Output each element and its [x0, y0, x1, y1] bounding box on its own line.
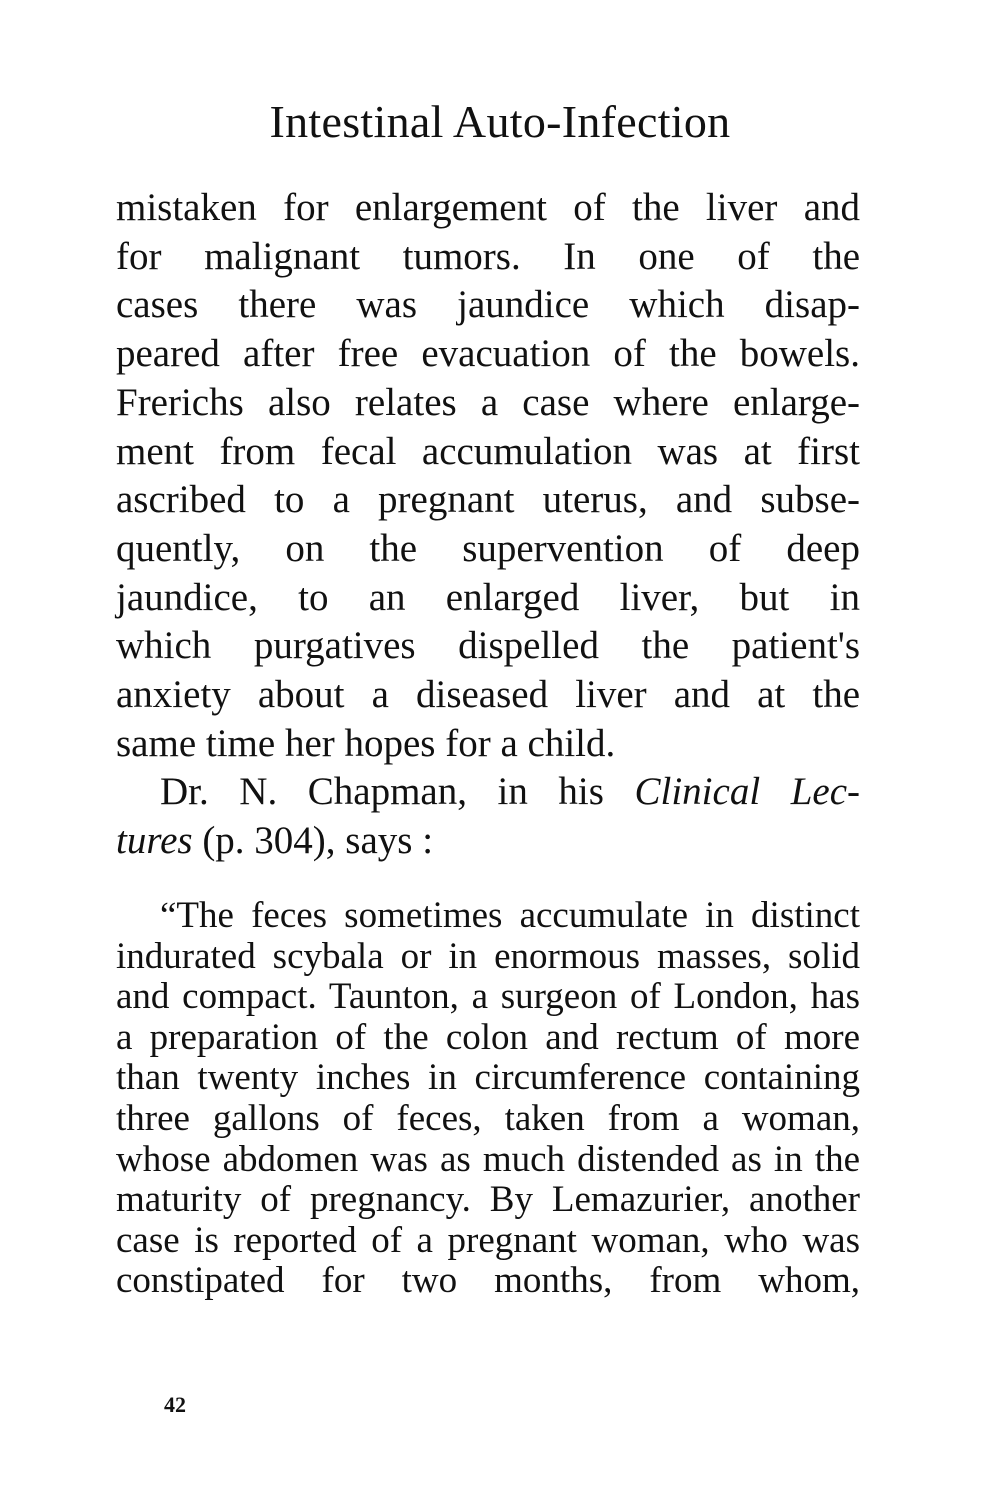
text-line: same time her hopes for a child.: [116, 721, 616, 765]
text-line: peared after free evacuation of the bowels.: [116, 332, 860, 376]
book-title-part-2: tures: [116, 819, 193, 863]
text-line: ascribed to a pregnant uterus, and subse-: [116, 478, 860, 522]
body-text: [116, 184, 860, 866]
citation-prefix: Dr. N. Chapman, in his: [160, 770, 635, 814]
quote-paragraph: “The feces sometimes accumulate in distinct indurated scybala or in enormous masses, solid and compact. Taunton, a surgeon of London, has a preparation of the colon and rectum of more than twenty inches in circumference containing three gallons of feces, taken from a woman, whose abdomen was as much distended as in the maturity of pregnancy. By Lemazurier, another case is reported of a pregnant woman, who was constipated for two months, from whom,: [116, 895, 860, 1302]
text-line: mistaken for enlargement of the liver and: [116, 186, 860, 229]
text-line: anxiety about a diseased liver and at the: [116, 673, 860, 717]
text-line: Frerichs also relates a case where enlarge-: [116, 380, 860, 424]
running-head: Intestinal Auto-Infection: [269, 96, 731, 147]
book-title-part-1: Clinical Lec-: [634, 770, 860, 814]
page-number: 42: [164, 1392, 186, 1417]
text-line: which purgatives dispelled the patient's: [116, 624, 860, 668]
citation-line: [116, 817, 860, 866]
text-line: ment from fecal accumulation was at first: [116, 429, 860, 473]
block-quote: [116, 896, 860, 1302]
text-line: for malignant tumors. In one of the: [116, 234, 860, 278]
text-line: jaundice, to an enlarged liver, but in: [116, 575, 860, 619]
citation-line: [116, 768, 860, 817]
text-line: cases there was jaundice which disap-: [116, 283, 860, 327]
citation-suffix: (p. 304), says :: [192, 819, 434, 863]
text-line: quently, on the supervention of deep: [116, 526, 860, 570]
